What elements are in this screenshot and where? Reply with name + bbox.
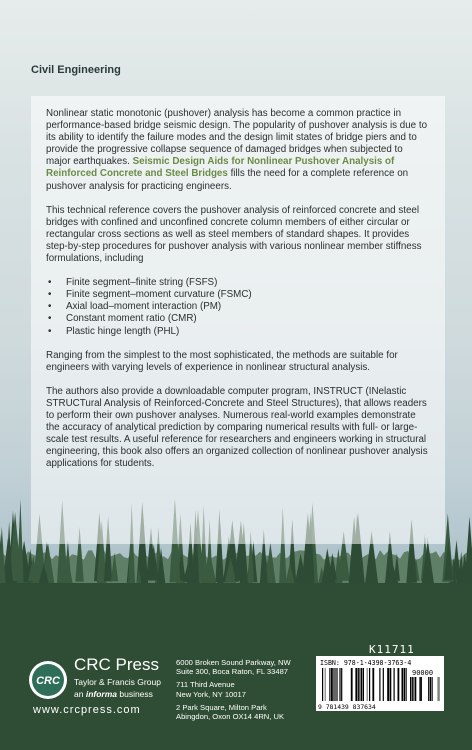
- bullet-icon: •: [48, 277, 52, 289]
- publisher-url[interactable]: www.crcpress.com: [33, 704, 141, 716]
- address-line: Abingdon, Oxon OX14 4RN, UK: [176, 712, 285, 722]
- business-suffix: business: [117, 689, 153, 699]
- publisher-business-line: [74, 689, 153, 699]
- publisher-address: [176, 658, 291, 721]
- description-paragraph-3: Ranging from the simplest to the most sophisticated, the methods are suitable for engineers with varying levels of experience in nonlinear structural analysis.: [46, 349, 398, 373]
- list-item-label: Plastic hinge length (PHL): [66, 325, 180, 337]
- book-title-highlight: Seismic Design Aids for Nonlinear Pushover Analysis of Reinforced Concrete and Steel Bridges: [46, 156, 395, 180]
- description-paragraph-4: The authors also provide a downloadable computer program, INSTRUCT (INelastic STRUCTural Analysis of Reinforced-Concrete and Steel Structures), that allows readers to perform their own pushover analyses. Numerous real-world examples demonstrate the accuracy of analytical prediction by comparing numerical results with full- or large-scale test results. A useful reference for researchers and engineers working in structural engineering, this book also offers an organized collection of nonlinear pushover analysis applications for students.: [46, 385, 428, 470]
- address-line: Suite 300, Boca Raton, FL 33487: [176, 667, 289, 677]
- list-item-label: Finite segment–moment curvature (FSMC): [66, 289, 252, 301]
- list-item: [46, 301, 428, 313]
- bullet-icon: •: [48, 313, 52, 325]
- ean-barcode-icon: [322, 668, 408, 701]
- business-prefix: an: [74, 689, 86, 699]
- paragraph-1-end: fills the need for a complete reference on pushover analysis for practicing engineers.: [46, 168, 409, 192]
- isbn-label: ISBN: 978-1-4398-3763-4: [320, 659, 412, 667]
- address-line: 711 Third Avenue: [176, 680, 235, 690]
- list-item: [46, 277, 428, 289]
- list-item: [46, 289, 428, 301]
- barcode-number: 9 781439 837634: [318, 703, 376, 711]
- list-item: [46, 313, 428, 325]
- paragraph-1-intro: Nonlinear static monotonic (pushover) analysis has become a common practice in performance-based bridge seismic design. The popularity of pushover analysis is due to its ability to identify the failure modes and the design limit states of bridge piers and to provide the progressive collapse sequence of damaged bridges when subjected to major earthquakes.: [46, 108, 428, 168]
- category-label: Civil Engineering: [31, 64, 121, 76]
- bullet-icon: •: [48, 289, 52, 301]
- list-item-label: Axial load–moment interaction (PM): [66, 301, 222, 313]
- price-code: 90000: [412, 669, 434, 677]
- crc-logo-icon: [28, 660, 68, 700]
- description-text: [46, 108, 428, 482]
- list-item: [46, 326, 428, 338]
- product-code: K11711: [369, 643, 415, 656]
- list-item-label: Finite segment–finite string (FSFS): [66, 277, 218, 289]
- address-line: 6000 Broken Sound Parkway, NW: [176, 658, 291, 667]
- publisher-group: Taylor & Francis Group: [74, 677, 161, 687]
- description-paragraph-2: This technical reference covers the pushover analysis of reinforced concrete and steel bridges with confined and unconfined concrete column members of either circular or rectangular cross sections as well as steel members of standard shapes. It provides step-by-step procedures for pushover analysis with various nonlinear member stiffness formulations, including: [46, 204, 422, 265]
- bullet-icon: •: [48, 301, 52, 313]
- formulation-list: [46, 277, 428, 337]
- address-line: 2 Park Square, Milton Park: [176, 702, 267, 712]
- bullet-icon: •: [48, 325, 52, 337]
- logo-text: CRC: [36, 675, 60, 687]
- informa-brand: informa: [85, 689, 117, 699]
- price-barcode-icon: [410, 677, 440, 701]
- publisher-name: CRC Press: [74, 655, 160, 674]
- list-item-label: Constant moment ratio (CMR): [66, 313, 197, 325]
- address-line: New York, NY 10017: [176, 689, 246, 699]
- description-paragraph-1: [46, 108, 428, 193]
